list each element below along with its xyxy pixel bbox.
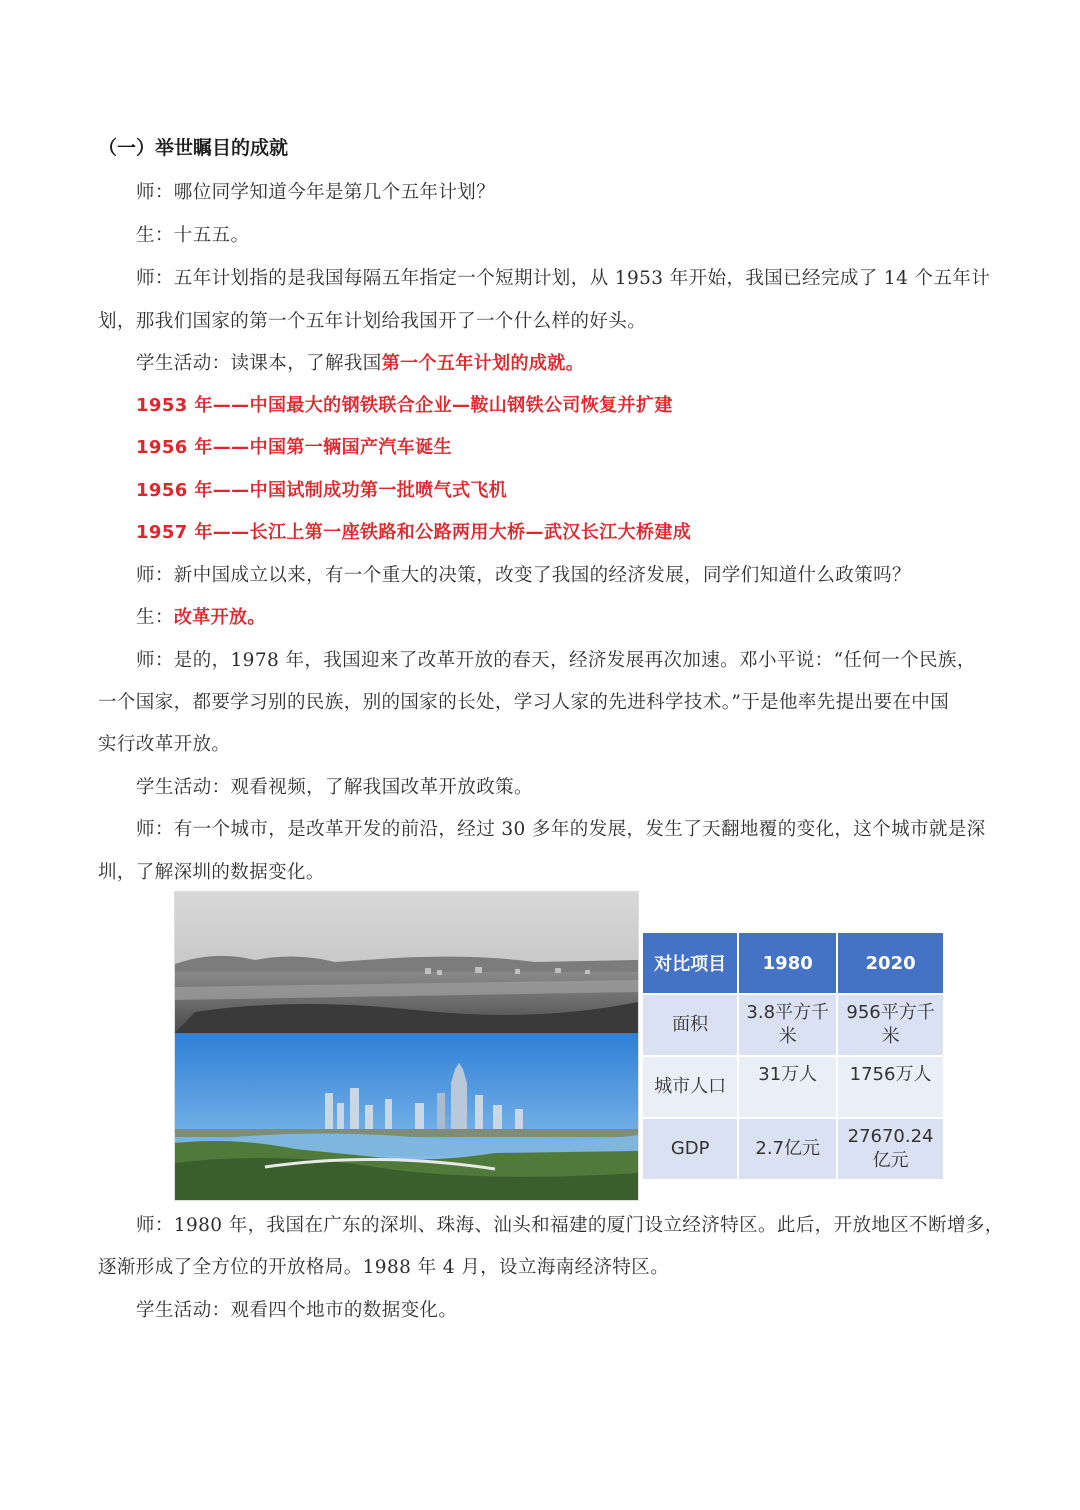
paragraph-shenzhen-line1: 师：有一个城市，是改革开发的前沿，经过 30 多年的发展，发生了天翻地覆的变化，这个城市就是深 (136, 819, 986, 840)
paragraph-shenzhen-line2: 圳，了解深圳的数据变化。 (98, 862, 325, 883)
paragraph-reform-line2: 一个国家，都要学习别的民族，别的国家的长处，学习人家的先进科学技术。”于是他率先提出要在中国 (98, 692, 950, 713)
paragraph-student-activity-video: 学生活动：观看视频，了解我国改革开放政策。 (136, 777, 533, 798)
section-heading: （一）举世瞩目的成就 (98, 137, 289, 159)
table-cell: 1756万人 (837, 1056, 944, 1118)
shenzhen-1980-photo (175, 892, 638, 1033)
paragraph-teacher-question: 师：哪位同学知道今年是第几个五年计划？ (136, 182, 496, 203)
answer-prefix: 生： (136, 607, 174, 628)
achievement-1956-jet: 1956 年——中国试制成功第一批喷气式飞机 (136, 480, 508, 501)
table-header-item: 对比项目 (642, 932, 738, 994)
shenzhen-2020-photo (175, 1033, 638, 1200)
paragraph-policy-question: 师：新中国成立以来，有一个重大的决策，改变了我国的经济发展，同学们知道什么政策吗？ (136, 565, 911, 586)
activity-highlight-text: 第一个五年计划的成就。 (381, 353, 585, 374)
table-header-1980: 1980 (738, 932, 837, 994)
shenzhen-comparison-table (641, 931, 945, 1181)
table-cell: 31万人 (738, 1056, 837, 1118)
table-header-2020: 2020 (837, 932, 944, 994)
achievement-1953: 1953 年——中国最大的钢铁联合企业—鞍山钢铁公司恢复并扩建 (136, 395, 673, 416)
table-cell: 3.8平方千米 (738, 994, 837, 1056)
table-cell: 面积 (642, 994, 738, 1056)
table-cell: 2.7亿元 (738, 1118, 837, 1180)
table-row (642, 994, 944, 1056)
paragraph-reform-line3: 实行改革开放。 (98, 734, 231, 755)
table-cell: 27670.24亿元 (837, 1118, 944, 1180)
table-cell: 956平方千米 (837, 994, 944, 1056)
paragraph-sez-line2: 逐渐形成了全方位的开放格局。1988 年 4 月，设立海南经济特区。 (98, 1257, 670, 1278)
paragraph-policy-answer (136, 603, 266, 629)
achievement-1957-bridge: 1957 年——长江上第一座铁路和公路两用大桥—武汉长江大桥建成 (136, 522, 692, 543)
table-header-row (642, 932, 944, 994)
table-row (642, 1056, 944, 1118)
paragraph-sez-line1: 师：1980 年，我国在广东的深圳、珠海、汕头和福建的厦门设立经济特区。此后，开放地区不断增多， (136, 1215, 1004, 1236)
paragraph-student-activity-data: 学生活动：观看四个地市的数据变化。 (136, 1300, 458, 1321)
table-row (642, 1118, 944, 1180)
table-cell: GDP (642, 1118, 738, 1180)
achievement-1956-car: 1956 年——中国第一辆国产汽车诞生 (136, 437, 452, 458)
table-cell: 城市人口 (642, 1056, 738, 1118)
paragraph-student-activity-read (136, 349, 584, 375)
shenzhen-comparison-photo (174, 891, 639, 1201)
answer-highlight: 改革开放。 (173, 607, 266, 628)
paragraph-five-year-plan-line2: 划，那我们国家的第一个五年计划给我国开了一个什么样的好头。 (98, 311, 647, 332)
paragraph-five-year-plan-line1: 师：五年计划指的是我国每隔五年指定一个短期计划，从 1953 年开始，我国已经完成了 14 个五年计 (136, 268, 991, 289)
paragraph-student-answer: 生：十五五。 (136, 225, 250, 246)
activity-plain-text: 学生活动：读课本，了解我国 (136, 353, 382, 374)
paragraph-reform-line1: 师：是的，1978 年，我国迎来了改革开放的春天，经济发展再次加速。邓小平说：“任何一个民族， (136, 650, 976, 671)
